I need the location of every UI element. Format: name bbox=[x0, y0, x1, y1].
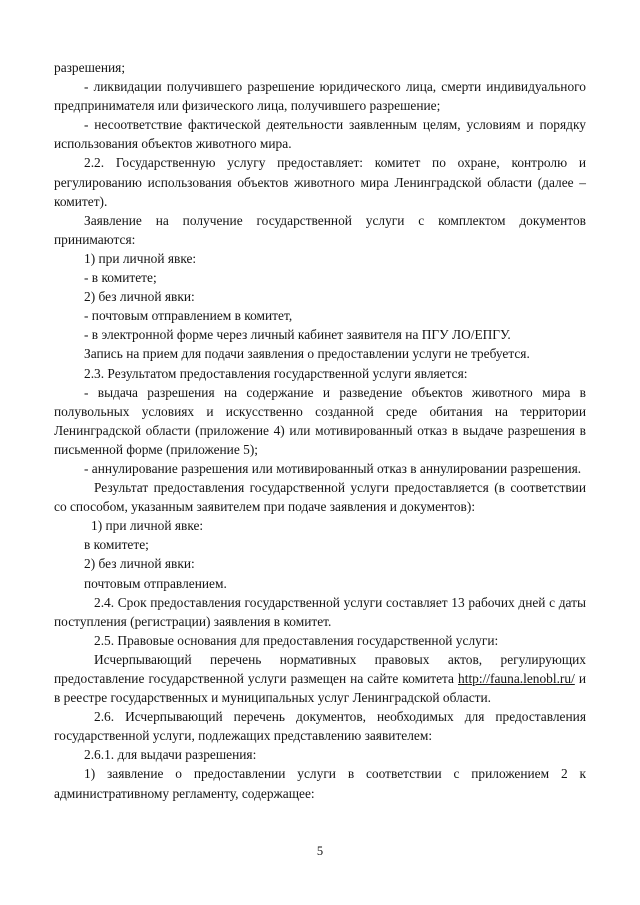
list-item: в комитете; bbox=[84, 537, 149, 553]
list-item: - в комитете; bbox=[84, 270, 157, 286]
section-2-4-paragraph: 2.4. Срок предоставления государственной услуги составляет 13 рабочих дней с даты поступления (регистрации) заявления в комитет. bbox=[54, 594, 586, 629]
paragraph: разрешения; bbox=[54, 60, 126, 75]
section-2-3-paragraph: 2.3. Результатом предоставления государственной услуги является: bbox=[84, 365, 468, 381]
paragraph: Заявление на получение государственной услуги с комплектом документов принимаются: bbox=[54, 212, 586, 247]
section-2-6-1-paragraph: 2.6.1. для выдачи разрешения: bbox=[84, 747, 257, 763]
paragraph: 1) заявление о предоставлении услуги в соответствии с приложением 2 к административному регламенту, содержащее: bbox=[54, 766, 586, 801]
list-item: 2) без личной явки: bbox=[84, 556, 195, 572]
fauna-website-link[interactable]: http://fauna.lenobl.ru/ bbox=[458, 671, 575, 686]
document-body bbox=[54, 58, 586, 803]
list-item: 1) при личной явке: bbox=[91, 518, 204, 534]
list-item: 2) без личной явки: bbox=[84, 289, 195, 305]
paragraph: Результат предоставления государственной услуги предоставляется (в соответствии со способом, указанным заявителем при подаче заявления и документов): bbox=[54, 480, 586, 515]
text-span: Исчерпывающий перечень нормативных правовых актов, регулирующих предоставление государственной услуги размещен на сайте комитета bbox=[54, 651, 586, 686]
paragraph: - ликвидации получившего разрешение юридического лица, смерти индивидуального предпринимателя или физического лица, получившего разрешение; bbox=[54, 79, 586, 114]
page-number: 5 bbox=[316, 844, 324, 858]
paragraph: Запись на прием для подачи заявления о предоставлении услуги не требуется. bbox=[84, 346, 530, 362]
paragraph: - выдача разрешения на содержание и разведение объектов животного мира в полувольных условиях и искусственно созданной среде обитания на территории Ленинградской области (приложение 4) или мотивированный отказ в выдаче разрешения в письменной форме (приложение 5); bbox=[54, 384, 586, 457]
text-span: и в реестре государственных и муниципальных услуг Ленинградской области. bbox=[54, 671, 586, 706]
list-item: - почтовым отправлением в комитет, bbox=[84, 308, 293, 324]
list-item: почтовым отправлением. bbox=[84, 575, 227, 591]
section-2-2-paragraph: 2.2. Государственную услугу предоставляет: комитет по охране, контролю и регулированию использования объектов животного мира Ленинградской области (далее – комитет). bbox=[54, 155, 586, 209]
list-item: 1) при личной явке: bbox=[84, 250, 197, 266]
paragraph: - аннулирование разрешения или мотивированный отказ в аннулировании разрешения. bbox=[84, 460, 582, 476]
section-2-6-paragraph: 2.6. Исчерпывающий перечень документов, необходимых для предоставления государственной услуги, подлежащих представлению заявителем: bbox=[54, 709, 586, 744]
list-item: - в электронной форме через личный кабинет заявителя на ПГУ ЛО/ЕПГУ. bbox=[84, 327, 511, 343]
paragraph: - несоответствие фактической деятельности заявленным целям, условиям и порядку использования объектов животного мира. bbox=[54, 117, 586, 152]
section-2-5-paragraph: 2.5. Правовые основания для предоставления государственной услуги: bbox=[94, 632, 499, 648]
paragraph bbox=[54, 650, 586, 707]
